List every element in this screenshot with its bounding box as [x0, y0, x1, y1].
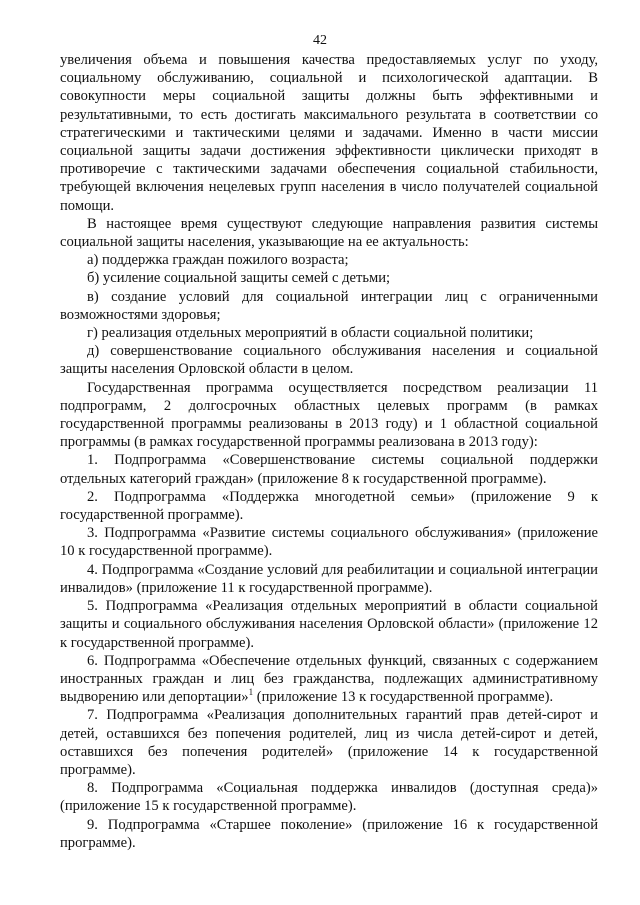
- paragraph-continuation: увеличения объема и повышения качества предоставляемых услуг по уходу, социальному обслуживанию, социальной и психологической адаптации. В совокупности меры социальной защиты должны быть эффективными и результативными, то есть достигать максимального результата в соответствии со стратегическими и тактическими целями и задачами. Именно в части миссии социальной защиты задачи достижения эффективности циклически приходят в противоречие с тактическими задачами обеспечения социальной стабильности, требующей включения нецелевых групп населения в число получателей социальной помощи.: [60, 52, 598, 214]
- document-body: [60, 51, 598, 852]
- subprogram-9: 9. Подпрограмма «Старшее поколение» (приложение 16 к государственной программе).: [60, 816, 598, 851]
- subprogram-2: 2. Подпрограмма «Поддержка многодетной семьи» (приложение 9 к государственной программе).: [60, 488, 598, 524]
- list-item-g: г) реализация отдельных мероприятий в области социальной политики;: [87, 325, 534, 342]
- subprogram-7: 7. Подпрограмма «Реализация дополнительных гарантий прав детей-сирот и детей, оставшихся без попечения родителей, лиц из числа детей-сирот и детей, оставшихся без попечения родителей» (приложение 14 к государственной программе).: [60, 707, 598, 778]
- subprogram-6-tail: (приложение 13 к государственной программе).: [253, 689, 554, 706]
- list-item-v: в) создание условий для социальной интеграции лиц с ограниченными возможностями здоровья;: [60, 288, 598, 323]
- subprogram-3: 3. Подпрограмма «Развитие системы социального обслуживания» (приложение 10 к государственной программе).: [60, 525, 598, 560]
- subprogram-4: 4. Подпрограмма «Создание условий для реабилитации и социальной интеграции инвалидов» (приложение 11 к государственной программе).: [60, 561, 598, 596]
- paragraph-directions-intro: В настоящее время существуют следующие направления развития системы социальной защиты населения, указывающие на ее актуальность:: [60, 215, 598, 251]
- subprogram-8: 8. Подпрограмма «Социальная поддержка инвалидов (доступная среда)» (приложение 15 к государственной программе).: [60, 780, 598, 815]
- subprogram-5: 5. Подпрограмма «Реализация отдельных мероприятий в области социальной защиты и социального обслуживания населения Орловской области» (приложение 12 к государственной программе).: [60, 598, 598, 651]
- paragraph-program-intro: Государственная программа осуществляется посредством реализации 11 подпрограмм, 2 долгосрочных областных целевых программ (в рамках государственной программы реализованы в 2013 году) и 1 областной социальной программы (в рамках государственной программы реализована в 2013 году):: [60, 379, 598, 451]
- subprogram-6-text: 6. Подпрограмма «Обеспечение отдельных функций, связанных с содержанием иностранных граждан и лиц без гражданства, подлежащих административному выдворению или депортации»: [60, 652, 598, 706]
- list-item-d: д) совершенствование социального обслуживания населения и социальной защиты населения Орловской области в целом.: [60, 343, 598, 378]
- page-number: 42: [313, 33, 327, 48]
- subprogram-1: 1. Подпрограмма «Совершенствование системы социальной поддержки отдельных категорий граждан» (приложение 8 к государственной программе).: [60, 452, 598, 487]
- list-item-a: а) поддержка граждан пожилого возраста;: [87, 252, 349, 269]
- footnote-mark: 1: [248, 687, 254, 698]
- list-item-b: б) усиление социальной защиты семей с детьми;: [87, 270, 391, 287]
- subprogram-6: [60, 652, 598, 707]
